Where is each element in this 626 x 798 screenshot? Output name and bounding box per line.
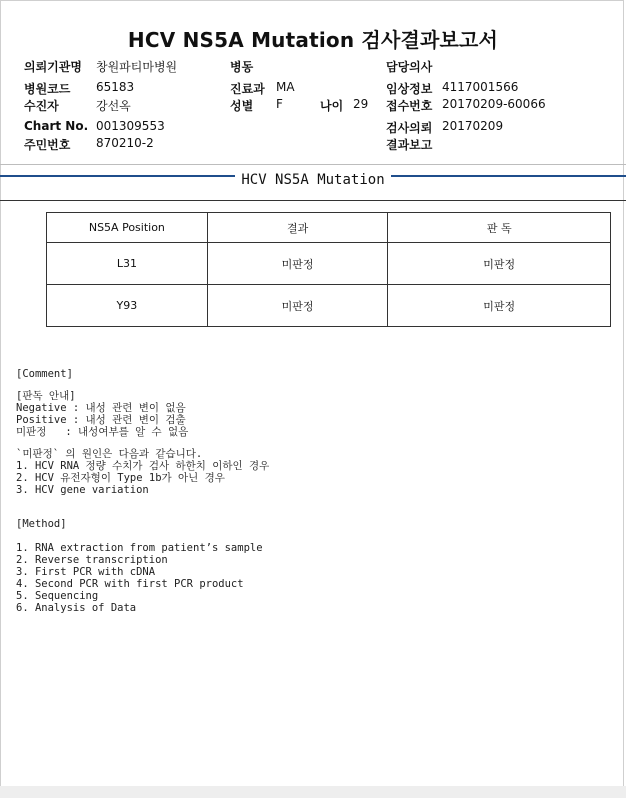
guide-line: Negative : 내성 관련 변이 없음	[16, 402, 186, 414]
report-title: HCV NS5A Mutation 검사결과보고서	[127, 28, 499, 52]
method-line: 1. RNA extraction from patient’s sample	[16, 542, 263, 554]
header-divider	[0, 164, 626, 165]
table-cell: 미판정	[207, 243, 388, 285]
header-value: 창원파티마병원	[96, 60, 178, 74]
header-value: MA	[276, 80, 295, 94]
header-field	[24, 80, 135, 97]
method-line: 6. Analysis of Data	[16, 602, 137, 614]
header-value: F	[276, 97, 283, 111]
table-header-row	[47, 213, 611, 243]
section-title-wrap	[0, 172, 626, 188]
header-field	[24, 97, 131, 114]
section-title: HCV NS5A Mutation	[235, 172, 390, 188]
header-field	[230, 58, 253, 75]
header-field	[230, 97, 283, 114]
table-cell: 미판정	[207, 285, 388, 327]
method-line: 2. Reverse transcription	[16, 554, 168, 566]
header-field	[24, 119, 165, 133]
header-value: 870210-2	[96, 136, 154, 150]
table-cell: Y93	[47, 285, 208, 327]
section-bottom-divider	[0, 200, 626, 201]
table-row	[47, 285, 611, 327]
header-label: 담당의사	[386, 60, 433, 74]
header-field-age	[320, 97, 369, 114]
header-field	[386, 136, 432, 153]
header-value: 강선옥	[96, 99, 131, 113]
header-label: 성별	[230, 99, 254, 113]
table-cell: 미판정	[388, 243, 611, 285]
column-header: 결과	[207, 213, 388, 243]
header-value: 20170209-60066	[442, 97, 546, 111]
table-row	[47, 243, 611, 285]
column-header: NS5A Position	[47, 213, 208, 243]
header-label: 병동	[230, 60, 254, 74]
header-label: 접수번호	[386, 99, 433, 113]
header-label: 의뢰기관명	[24, 60, 82, 74]
header-label: 병원코드	[24, 82, 71, 96]
header-field	[24, 58, 178, 75]
header-field	[230, 80, 295, 97]
cause-line: 2. HCV 유전자형이 Type 1b가 아닌 경우	[16, 472, 225, 484]
comment-heading: [Comment]	[16, 368, 73, 380]
method-heading: [Method]	[16, 518, 67, 530]
header-label: 수진자	[24, 99, 59, 113]
header-label: 진료과	[230, 82, 265, 96]
result-table	[46, 212, 611, 327]
header-label: 임상정보	[386, 82, 433, 96]
header-value: 65183	[96, 80, 135, 94]
cause-heading: `미판정` 의 원인은 다음과 같습니다.	[16, 448, 203, 460]
method-line: 3. First PCR with cDNA	[16, 566, 156, 578]
table-cell: 미판정	[388, 285, 611, 327]
header-label: 주민번호	[24, 138, 71, 152]
method-line: 4. Second PCR with first PCR product	[16, 578, 244, 590]
bottom-bar	[0, 786, 626, 798]
header-label: 결과보고	[386, 138, 433, 152]
header-field	[386, 97, 546, 114]
header-field	[386, 119, 504, 136]
header-value: 20170209	[442, 119, 504, 133]
header-value: 29	[353, 97, 369, 111]
header-label: 나이	[320, 99, 344, 113]
method-line: 5. Sequencing	[16, 590, 99, 602]
header-field	[24, 136, 154, 153]
guide-heading: [판독 안내]	[16, 390, 76, 402]
guide-line: 미판정 : 내성여부를 알 수 없음	[16, 426, 189, 438]
guide-line: Positive : 내성 관련 변이 검출	[16, 414, 186, 426]
header-field	[386, 80, 519, 97]
header-field	[386, 58, 432, 75]
cause-line: 3. HCV gene variation	[16, 484, 149, 496]
header-value: 001309553	[96, 119, 165, 133]
column-header: 판 독	[388, 213, 611, 243]
table-cell: L31	[47, 243, 208, 285]
cause-line: 1. HCV RNA 정량 수치가 검사 하한치 이하인 경우	[16, 460, 270, 472]
header-value: 4117001566	[442, 80, 519, 94]
header-label: Chart No.	[24, 119, 89, 133]
header-label: 검사의뢰	[386, 121, 433, 135]
